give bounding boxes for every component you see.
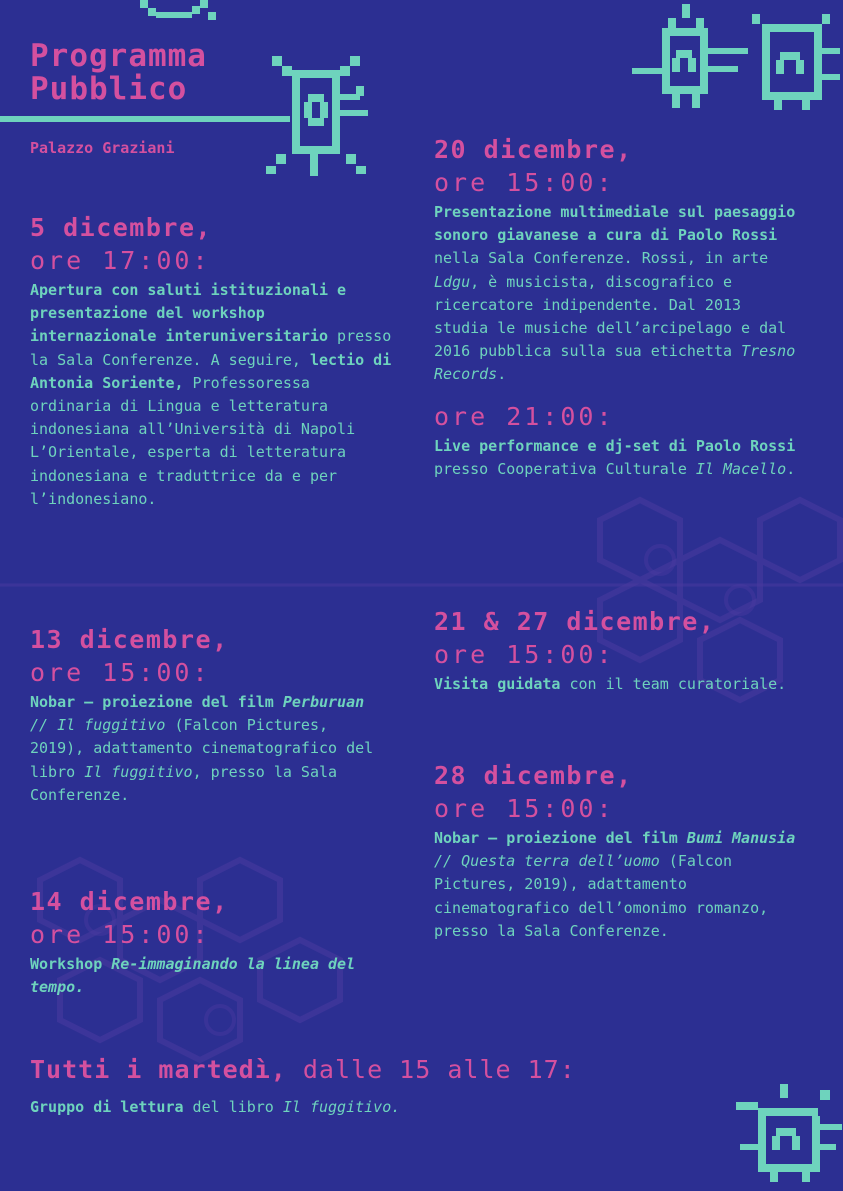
text-run: Workshop	[30, 955, 112, 973]
title-line-1: Programma	[30, 38, 207, 74]
text-run: presso la Sala Conferenze. A seguire,	[30, 327, 392, 369]
text-run: Il fuggitivo.	[282, 1098, 401, 1116]
event-time: ore 15:00:	[30, 658, 211, 687]
weekly-description	[30, 1098, 400, 1116]
text-run: (Falcon Pictures, 2019), adattamento cinematografico dell’omonimo romanzo, presso la Sala Conferenze.	[434, 852, 769, 940]
title-line-2: Pubblico	[30, 71, 188, 107]
text-run: Tresno Records	[434, 342, 796, 384]
text-run: Il fuggitivo	[84, 762, 193, 781]
text-run: // Questa terra dell’uomo	[434, 852, 660, 871]
event-date: 20 dicembre,	[434, 135, 633, 164]
text-run: .	[497, 365, 507, 384]
event-date: 13 dicembre,	[30, 625, 229, 654]
text-run: .	[786, 459, 796, 478]
event-date: 28 dicembre,	[434, 761, 633, 790]
text-run: Presentazione multimediale sul paesaggio sonoro giavanese a cura di Paolo Rossi	[434, 203, 796, 245]
text-run: Bumi Manusia	[686, 829, 796, 847]
event-description	[434, 673, 804, 696]
event-time: ore 15:00:	[434, 640, 615, 669]
event-date: 14 dicembre,	[30, 887, 229, 916]
text-run: Gruppo di lettura	[30, 1098, 184, 1116]
event-block	[30, 887, 380, 999]
event-time: ore 15:00:	[434, 794, 615, 823]
event-time: ore 15:00:	[30, 920, 211, 949]
text-run: Perburuan	[282, 693, 365, 711]
text-run: del libro	[183, 1098, 283, 1116]
event-description	[434, 435, 804, 481]
text-run: Visita guidata	[434, 675, 561, 693]
event-description	[30, 279, 400, 511]
text-run: lectio di Antonia Soriente,	[30, 350, 392, 392]
weekly-heading-rest: dalle 15 alle 17:	[286, 1055, 576, 1084]
event-block	[434, 761, 804, 943]
event-time: ore 15:00:	[434, 168, 615, 197]
text-run: Il Macello	[695, 459, 787, 478]
event-description	[30, 691, 380, 807]
page-title	[30, 40, 207, 106]
event-block	[434, 607, 804, 696]
venue-subtitle: Palazzo Graziani	[30, 139, 175, 157]
weekly-heading-bold: Tutti i martedì,	[30, 1055, 287, 1084]
event-date: 5 dicembre,	[30, 213, 213, 242]
text-run: (Falcon Pictures, 2019), adattamento cinematografico del libro	[30, 716, 374, 781]
weekly-heading	[30, 1055, 576, 1084]
event-time: ore 17:00:	[30, 246, 211, 275]
event-description	[434, 827, 804, 943]
text-run: Nobar – proiezione del film	[434, 829, 687, 847]
text-run: presso Cooperativa Culturale	[434, 459, 696, 478]
pixel-face-icon	[736, 1084, 842, 1184]
event-block	[30, 625, 380, 807]
event-date: 21 & 27 dicembre,	[434, 607, 716, 636]
event-block	[30, 213, 400, 511]
event-block	[434, 135, 804, 481]
event-description	[30, 953, 380, 999]
event-time: ore 21:00:	[434, 401, 615, 431]
pixel-sun-icon	[130, 0, 220, 24]
text-run: Re-immaginando la linea del tempo.	[30, 955, 356, 997]
text-run: Live performance e dj-set di Paolo Rossi	[434, 436, 796, 455]
text-run: // Il fuggitivo	[30, 716, 166, 735]
text-run: Professoressa ordinaria di Lingua e letteratura indonesiana all’Università di Napoli L’Orientale, esperta di letteratura indonesiana e traduttrice da e per l’indonesiano.	[30, 373, 356, 508]
text-run: Nobar – proiezione del film	[30, 693, 283, 711]
text-run: con il team curatoriale.	[560, 675, 787, 693]
text-run: Apertura con saluti istituzionali e presentazione del workshop internazionale interuniversitario	[30, 281, 347, 346]
text-run: , è musicista, discografico e ricercatore indipendente. Dal 2013 studia le musiche dell’arcipelago e dal 2016 pubblica sulla sua etichetta	[434, 272, 787, 361]
text-run: nella Sala Conferenze. Rossi, in arte	[434, 249, 769, 268]
text-run: , presso la Sala Conferenze.	[30, 762, 338, 804]
text-run: Ldgu	[434, 272, 471, 291]
pixel-face-icon	[632, 4, 842, 112]
event-description	[434, 201, 804, 387]
